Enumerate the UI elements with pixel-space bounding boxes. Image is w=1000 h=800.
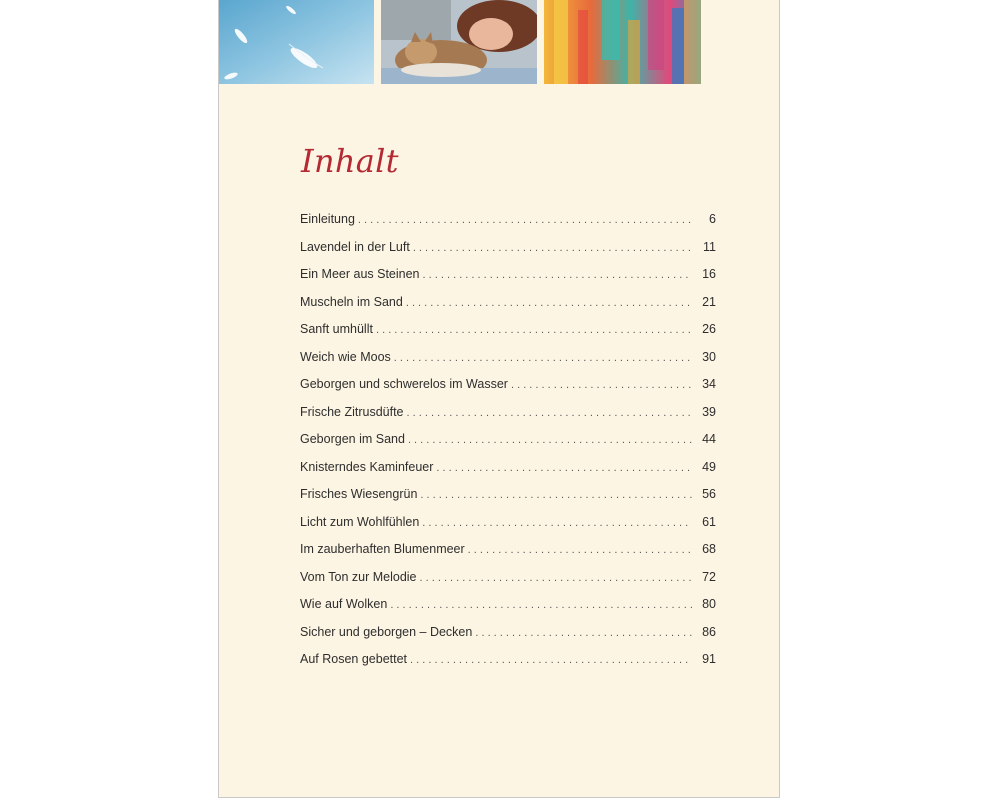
toc-entry-label: Frische Zitrusdüfte (300, 404, 404, 419)
dot-leader (390, 599, 692, 611)
abstract-colorful-painting-photo (544, 0, 701, 84)
toc-entry-page-number: 72 (702, 569, 716, 584)
toc-entry-page-number: 34 (702, 377, 716, 391)
toc-entry-label: Einleitung (300, 212, 355, 226)
dot-leader (468, 544, 692, 556)
toc-entry (300, 515, 716, 543)
dot-leader (376, 324, 692, 336)
toc-entry-page-number: 56 (702, 487, 716, 501)
book-page (218, 0, 780, 798)
toc-entry-page-number: 80 (702, 597, 716, 611)
toc-entry-label: Licht zum Wohlfühlen (300, 514, 420, 529)
toc-entry-label: Wie auf Wolken (300, 597, 388, 611)
feathers-in-sky-photo (219, 0, 374, 84)
dot-leader (410, 654, 692, 666)
toc-entry (300, 240, 716, 268)
dot-leader (406, 297, 692, 309)
dot-leader (422, 517, 692, 529)
toc-entry (300, 460, 716, 488)
toc-entry-label: Weich wie Moos (300, 349, 391, 364)
toc-entry (300, 295, 716, 323)
toc-entry (300, 322, 716, 350)
dot-leader (358, 214, 692, 226)
toc-entry (300, 377, 716, 405)
dot-leader (420, 572, 693, 584)
toc-entry-page-number: 6 (709, 212, 716, 226)
toc-entry-label: Sicher und geborgen – Decken (300, 624, 473, 639)
toc-entry (300, 487, 716, 515)
toc-entry (300, 405, 716, 433)
toc-entry-page-number: 21 (702, 294, 716, 309)
toc-entry-label: Geborgen im Sand (300, 432, 405, 446)
toc-entry-label: Muscheln im Sand (300, 294, 403, 309)
toc-entry (300, 625, 716, 653)
toc-entry-page-number: 39 (702, 404, 716, 419)
toc-entry-page-number: 26 (702, 322, 716, 336)
toc-entry-page-number: 68 (702, 542, 716, 556)
toc-entry (300, 350, 716, 378)
toc-entry-page-number: 86 (702, 624, 716, 639)
dot-leader (394, 352, 692, 364)
toc-entry-page-number: 91 (702, 652, 716, 666)
woman-with-cat-photo (381, 0, 537, 84)
dot-leader (475, 627, 692, 639)
toc-entry-label: Geborgen und schwerelos im Wasser (300, 377, 508, 391)
dot-leader (423, 269, 692, 281)
toc-entry (300, 267, 716, 295)
toc-entry (300, 570, 716, 598)
toc-entry (300, 212, 716, 240)
toc-entry-page-number: 16 (702, 267, 716, 281)
toc-entry-page-number: 44 (702, 432, 716, 446)
toc-entry-label: Lavendel in der Luft (300, 239, 410, 254)
dot-leader (511, 379, 692, 391)
toc-entry-page-number: 49 (702, 459, 716, 474)
dot-leader (407, 407, 692, 419)
toc-entry-label: Frisches Wiesengrün (300, 487, 418, 501)
table-of-contents (300, 212, 716, 680)
toc-entry-page-number: 30 (702, 349, 716, 364)
toc-entry (300, 652, 716, 680)
page-title: Inhalt (301, 142, 399, 180)
dot-leader (420, 489, 692, 501)
dot-leader (436, 462, 692, 474)
dot-leader (408, 434, 692, 446)
toc-entry (300, 542, 716, 570)
dot-leader (413, 242, 692, 254)
toc-entry-label: Vom Ton zur Melodie (300, 569, 417, 584)
toc-entry (300, 432, 716, 460)
toc-entry-label: Im zauberhaften Blumenmeer (300, 542, 465, 556)
toc-entry-label: Auf Rosen gebettet (300, 652, 408, 666)
toc-entry-label: Knisterndes Kaminfeuer (300, 459, 434, 474)
toc-entry (300, 597, 716, 625)
toc-entry-label: Sanft umhüllt (300, 322, 373, 336)
toc-entry-page-number: 11 (703, 239, 716, 254)
toc-entry-label: Ein Meer aus Steinen (300, 267, 420, 281)
toc-entry-page-number: 61 (702, 514, 716, 529)
